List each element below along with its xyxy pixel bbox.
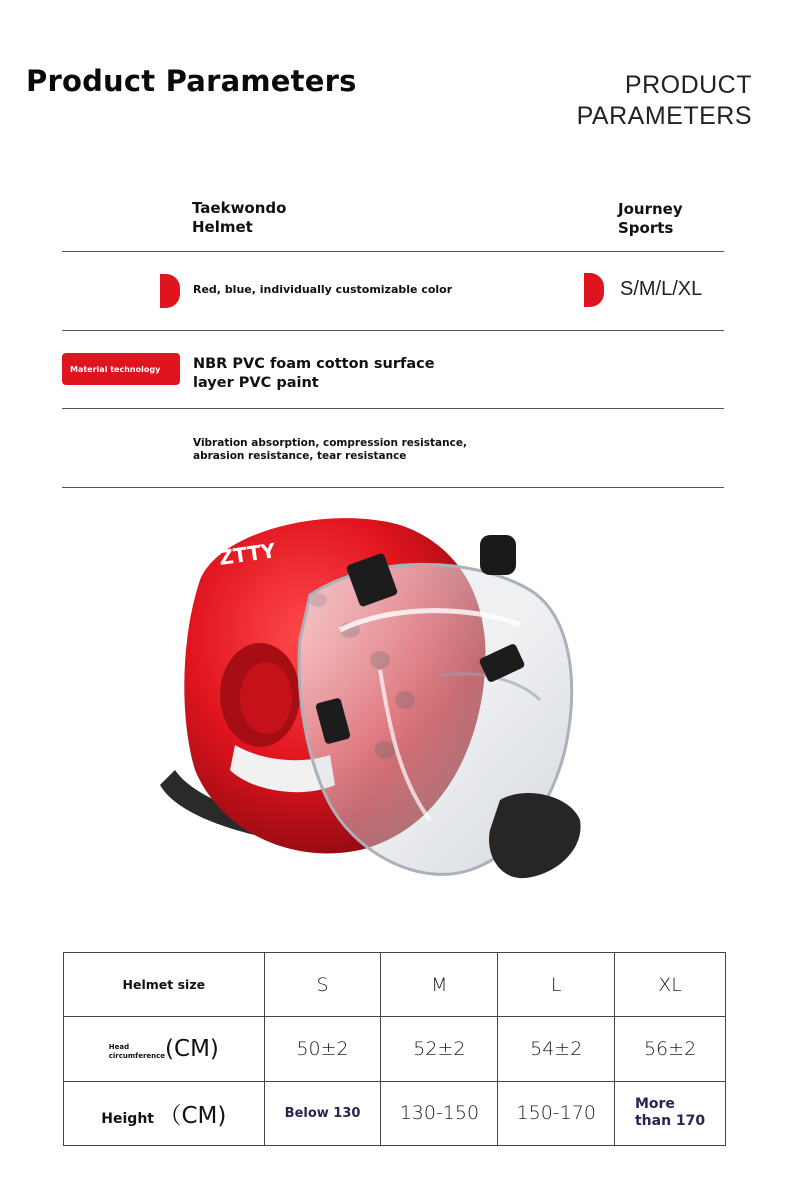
brand-name-line2: Sports [618, 219, 674, 237]
head-unit: (CM) [165, 1035, 219, 1062]
size-m: M [381, 953, 498, 1017]
param-row-features [62, 409, 724, 488]
height-xl-line2: than 170 [634, 1113, 706, 1130]
color-tab-icon [160, 274, 180, 308]
material-line2: layer PVC paint [193, 375, 319, 391]
brand-name-line1: Journey [618, 200, 683, 218]
product-name-line1: Taekwondo [192, 199, 287, 217]
head-value-xl: 56±2 [615, 1017, 726, 1081]
head-value-s: 50±2 [264, 1017, 381, 1081]
helmet-logo: ZTTY [217, 538, 277, 570]
material-badge: Material technology [62, 353, 180, 385]
head-circumference-label [64, 1017, 265, 1081]
height-label: Height [101, 1110, 154, 1127]
sizes-text: S/M/L/XL [620, 278, 703, 300]
height-value-l: 150-170 [498, 1081, 615, 1145]
size-table [63, 952, 726, 1146]
product-name [192, 199, 286, 237]
head-label-line1: Head [108, 1042, 130, 1051]
height-unit: （CM) [158, 1102, 227, 1129]
product-name-line2: Helmet [192, 218, 253, 236]
param-row-name [62, 186, 724, 252]
page-title: Product Parameters [26, 64, 357, 98]
table-row [64, 1081, 726, 1145]
head-value-l: 54±2 [498, 1017, 615, 1081]
size-tab-icon [584, 273, 604, 307]
head-circumference-text [109, 1043, 165, 1061]
helmet-image [140, 500, 620, 940]
page-title-english [492, 70, 752, 132]
size-l: L [498, 953, 615, 1017]
table-row [64, 953, 726, 1017]
height-value-s: Below 130 [264, 1081, 381, 1145]
feature-line1: Vibration absorption, compression resistance, [193, 437, 467, 449]
size-s: S [264, 953, 381, 1017]
param-row-material [62, 331, 724, 409]
table-row [64, 1017, 726, 1081]
features-text [193, 437, 493, 463]
material-text [193, 355, 493, 393]
height-xl-line1: More [634, 1096, 675, 1113]
feature-line2: abrasion resistance, tear resistance [193, 450, 407, 462]
brand-name [618, 200, 683, 238]
material-line1: NBR PVC foam cotton surface [193, 356, 435, 372]
title-en-line1: PRODUCT [624, 71, 752, 99]
height-value-xl [615, 1081, 726, 1145]
head-value-m: 52±2 [381, 1017, 498, 1081]
title-en-line2: PARAMETERS [576, 102, 752, 130]
color-text: Red, blue, individually customizable color [193, 283, 453, 296]
head-label-line2: circumference [108, 1051, 166, 1060]
helmet-size-label: Helmet size [64, 953, 265, 1017]
height-label-cell [64, 1081, 265, 1145]
height-value-xl-text [635, 1096, 705, 1130]
param-row-color [62, 252, 724, 331]
size-xl: XL [615, 953, 726, 1017]
height-value-m: 130-150 [381, 1081, 498, 1145]
